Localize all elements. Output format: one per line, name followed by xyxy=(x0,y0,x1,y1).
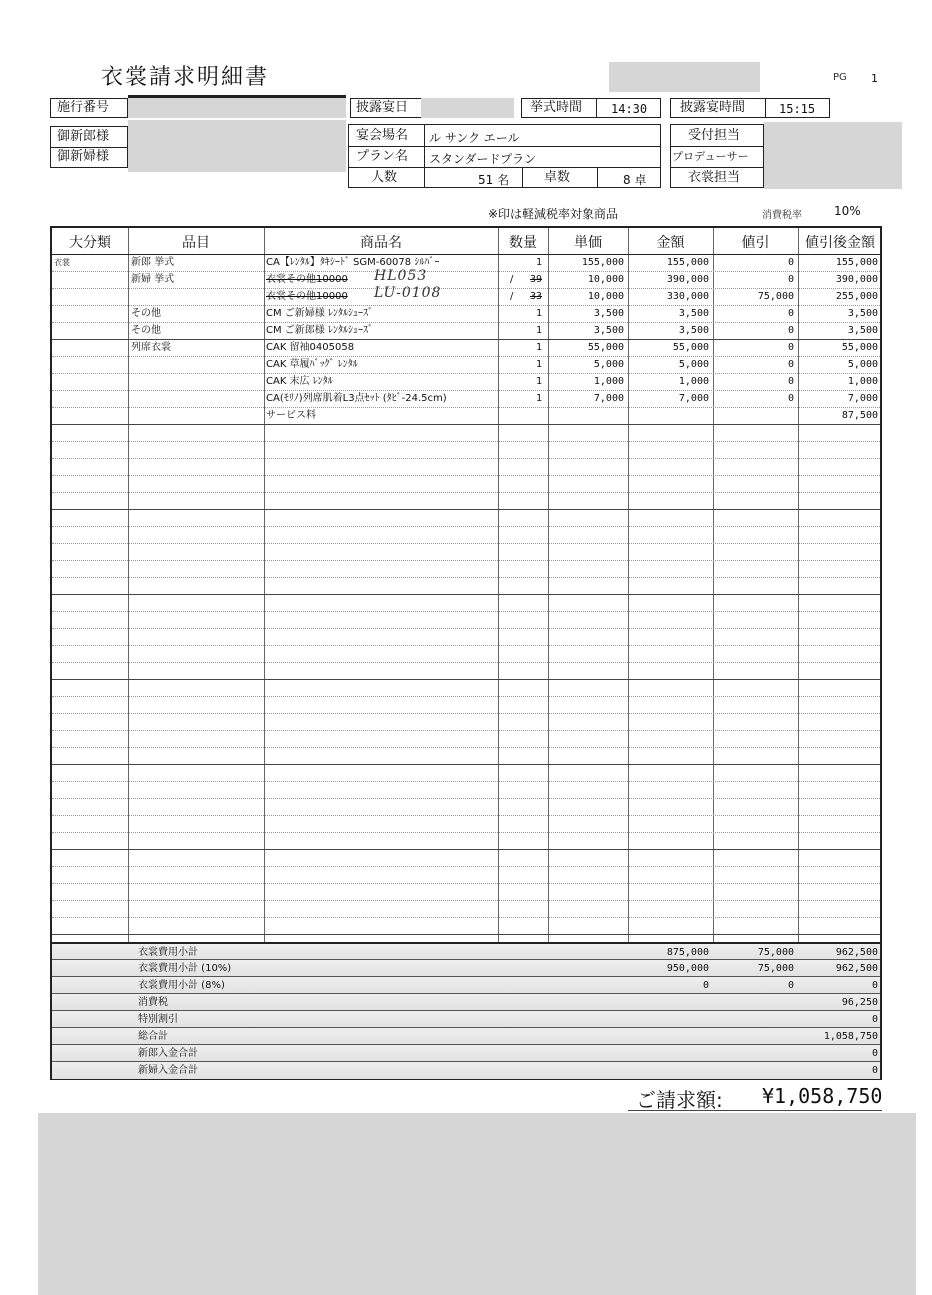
row-amount: 330,000 xyxy=(666,291,709,302)
row-divider xyxy=(52,628,880,629)
row-divider xyxy=(52,458,880,459)
reception-staff-label: 受付担当 xyxy=(688,128,741,143)
row-quantity: 39 xyxy=(529,274,542,285)
column-header: 数量 xyxy=(509,235,537,251)
row-item: 新婦 挙式 xyxy=(131,274,175,285)
row-divider xyxy=(52,305,880,306)
row-divider xyxy=(52,492,880,493)
row-divider xyxy=(52,611,880,612)
row-divider xyxy=(52,883,880,884)
summary-net: 1,058,750 xyxy=(823,1031,878,1042)
row-discount: 0 xyxy=(787,376,794,387)
row-discount: 0 xyxy=(787,393,794,404)
column-header: 値引 xyxy=(741,235,770,251)
row-net-amount: 155,000 xyxy=(835,257,878,268)
row-discount: 0 xyxy=(787,308,794,319)
column-header: 大分類 xyxy=(69,235,111,251)
row-divider xyxy=(52,645,880,646)
row-product-name: サービス料 xyxy=(266,410,316,421)
bride-label: 御新婦様 xyxy=(57,149,110,164)
row-discount: 0 xyxy=(787,257,794,268)
row-divider xyxy=(52,526,880,527)
column-divider xyxy=(128,228,129,942)
row-divider xyxy=(52,696,880,697)
total-underline xyxy=(628,1110,882,1111)
summary-label: 衣裳費用小計 (8%) xyxy=(138,980,225,991)
row-divider xyxy=(52,390,880,391)
row-item: その他 xyxy=(131,308,161,319)
row-divider xyxy=(52,917,880,918)
divider xyxy=(348,167,661,168)
divider xyxy=(348,146,661,147)
column-header: 単価 xyxy=(574,235,602,251)
summary-label: 衣裳費用小計 xyxy=(138,947,198,958)
hand-mark: / xyxy=(510,274,514,285)
reception-time-label: 披露宴時間 xyxy=(680,100,746,115)
costume-staff-label: 衣裳担当 xyxy=(688,170,741,185)
row-amount: 7,000 xyxy=(678,393,709,404)
divider xyxy=(765,98,766,118)
row-product-name: CAK 草履ﾊﾞｯｸﾞ ﾚﾝﾀﾙ xyxy=(266,359,358,370)
tax-rate-label: 消費税率 xyxy=(762,210,802,221)
row-product-name: CAK 留袖0405058 xyxy=(266,342,355,353)
row-quantity: 1 xyxy=(535,376,542,387)
row-divider xyxy=(52,475,880,476)
column-header: 金額 xyxy=(656,235,685,251)
row-quantity: 1 xyxy=(535,257,542,268)
summary-row xyxy=(52,993,880,1011)
summary-label: 総合計 xyxy=(138,1031,168,1042)
row-product-name: CA(ﾓﾘﾉ)列席肌着L3点ｾｯﾄ (ﾀﾋﾞ-24.5cm) xyxy=(266,393,447,404)
row-net-amount: 7,000 xyxy=(847,393,878,404)
row-quantity: 1 xyxy=(535,342,542,353)
row-net-amount: 55,000 xyxy=(841,342,878,353)
row-net-amount: 3,500 xyxy=(847,325,878,336)
summary-row xyxy=(52,1044,880,1062)
row-quantity: 1 xyxy=(535,393,542,404)
summary-label: 衣裳費用小計 (10%) xyxy=(138,963,232,974)
row-unit-price: 3,500 xyxy=(593,308,624,319)
row-quantity: 1 xyxy=(535,325,542,336)
row-divider xyxy=(52,271,880,272)
plan-label: プラン名 xyxy=(356,149,409,164)
summary-net: 0 xyxy=(871,1048,878,1059)
row-discount: 0 xyxy=(787,359,794,370)
row-category: 衣裳 xyxy=(54,258,70,267)
tables-label: 卓数 xyxy=(544,170,571,185)
row-quantity: 33 xyxy=(529,291,542,302)
summary-label: 新婦入金合計 xyxy=(138,1065,198,1076)
summary-amount: 875,000 xyxy=(666,947,709,958)
row-divider xyxy=(52,815,880,816)
summary-row xyxy=(52,976,880,994)
redacted-block xyxy=(609,62,760,92)
column-divider xyxy=(264,228,265,942)
row-discount: 0 xyxy=(787,325,794,336)
summary-row xyxy=(52,1010,880,1028)
row-divider xyxy=(52,407,880,408)
summary-label: 消費税 xyxy=(138,997,168,1008)
divider xyxy=(597,167,598,188)
producer-label: プロデューサー xyxy=(672,150,749,163)
row-divider xyxy=(52,424,880,425)
summary-discount: 75,000 xyxy=(757,963,794,974)
invoice-table xyxy=(50,226,882,1080)
row-item: その他 xyxy=(131,325,161,336)
row-divider xyxy=(52,849,880,850)
summary-label: 特別割引 xyxy=(138,1014,178,1025)
header-divider xyxy=(52,254,880,255)
summary-net: 0 xyxy=(871,1065,878,1076)
row-divider xyxy=(52,322,880,323)
handwritten-code: HL053 xyxy=(374,268,428,284)
summary-row xyxy=(52,959,880,977)
venue-label: 宴会場名 xyxy=(356,128,409,143)
row-amount: 1,000 xyxy=(678,376,709,387)
page-number: 1 xyxy=(871,72,878,85)
row-divider xyxy=(52,356,880,357)
row-divider xyxy=(52,560,880,561)
row-product-name: CA【ﾚﾝﾀﾙ】ﾀｷｼｰﾄﾞ SGM-60078 ｼﾙﾊﾞｰ xyxy=(266,257,440,268)
row-product-name: CAK 末広 ﾚﾝﾀﾙ xyxy=(266,376,333,387)
guests-value: 51 名 xyxy=(478,173,510,187)
row-divider xyxy=(52,900,880,901)
reduced-tax-note: ※印は軽減税率対象商品 xyxy=(488,207,619,221)
hand-mark: / xyxy=(510,291,514,302)
row-divider xyxy=(52,730,880,731)
row-discount: 0 xyxy=(787,274,794,285)
row-divider xyxy=(52,832,880,833)
row-net-amount: 3,500 xyxy=(847,308,878,319)
row-divider xyxy=(52,662,880,663)
summary-net: 96,250 xyxy=(841,997,878,1008)
divider xyxy=(670,167,764,168)
reception-date-label: 披露宴日 xyxy=(356,100,409,115)
row-amount: 155,000 xyxy=(666,257,709,268)
row-net-amount: 1,000 xyxy=(847,376,878,387)
plan-value: スタンダードプラン xyxy=(429,152,537,166)
row-item: 新郎 挙式 xyxy=(131,257,175,268)
row-net-amount: 390,000 xyxy=(835,274,878,285)
row-divider xyxy=(52,866,880,867)
row-unit-price: 55,000 xyxy=(587,342,624,353)
handwritten-code: LU-0108 xyxy=(374,285,442,301)
summary-net: 962,500 xyxy=(835,963,878,974)
tax-rate-value: 10% xyxy=(834,204,861,218)
row-unit-price: 155,000 xyxy=(581,257,624,268)
summary-net: 0 xyxy=(871,980,878,991)
row-unit-price: 7,000 xyxy=(593,393,624,404)
redacted-block xyxy=(128,98,346,118)
groom-label: 御新郎様 xyxy=(57,129,110,144)
row-divider xyxy=(52,543,880,544)
row-divider xyxy=(52,764,880,765)
column-header: 値引後金額 xyxy=(805,235,875,251)
guests-label: 人数 xyxy=(371,170,398,185)
row-divider xyxy=(52,594,880,595)
redacted-block xyxy=(764,122,902,189)
ceremony-time-label: 挙式時間 xyxy=(530,100,583,115)
row-divider xyxy=(52,798,880,799)
row-net-amount: 87,500 xyxy=(841,410,878,421)
row-divider xyxy=(52,577,880,578)
row-amount: 55,000 xyxy=(672,342,709,353)
summary-net: 0 xyxy=(871,1014,878,1025)
divider xyxy=(522,167,523,188)
row-divider xyxy=(52,679,880,680)
row-divider xyxy=(52,781,880,782)
row-amount: 390,000 xyxy=(666,274,709,285)
row-product-name: 衣裳その他10000 xyxy=(266,274,348,285)
summary-amount: 950,000 xyxy=(666,963,709,974)
row-quantity: 1 xyxy=(535,308,542,319)
column-header: 品目 xyxy=(182,235,210,251)
divider xyxy=(596,98,597,118)
row-divider xyxy=(52,373,880,374)
divider xyxy=(670,146,764,147)
row-amount: 3,500 xyxy=(678,308,709,319)
row-discount: 75,000 xyxy=(757,291,794,302)
row-quantity: 1 xyxy=(535,359,542,370)
row-product-name: CM ご新婦様 ﾚﾝﾀﾙｼｭｰｽﾞ xyxy=(266,308,373,319)
redacted-block xyxy=(421,98,514,118)
execution-no-label: 施行番号 xyxy=(57,100,110,115)
summary-row xyxy=(52,1061,880,1079)
tables-value: 8 卓 xyxy=(623,173,647,187)
row-discount: 0 xyxy=(787,342,794,353)
row-unit-price: 5,000 xyxy=(593,359,624,370)
row-item: 列席衣裳 xyxy=(131,342,171,353)
row-divider xyxy=(52,339,880,340)
row-divider xyxy=(52,747,880,748)
summary-label: 新郎入金合計 xyxy=(138,1048,198,1059)
row-unit-price: 1,000 xyxy=(593,376,624,387)
row-unit-price: 10,000 xyxy=(587,274,624,285)
divider xyxy=(424,124,425,188)
redacted-block xyxy=(38,1113,916,1295)
row-divider xyxy=(52,713,880,714)
reception-time-value: 15:15 xyxy=(779,102,816,116)
row-amount: 5,000 xyxy=(678,359,709,370)
document-title: 衣裳請求明細書 xyxy=(101,65,270,90)
column-header: 商品名 xyxy=(360,235,402,251)
summary-net: 962,500 xyxy=(835,947,878,958)
row-divider xyxy=(52,441,880,442)
row-unit-price: 3,500 xyxy=(593,325,624,336)
ceremony-time-value: 14:30 xyxy=(611,102,648,116)
row-divider xyxy=(52,288,880,289)
row-product-name: 衣裳その他10000 xyxy=(266,291,348,302)
row-net-amount: 255,000 xyxy=(835,291,878,302)
row-net-amount: 5,000 xyxy=(847,359,878,370)
summary-discount: 75,000 xyxy=(757,947,794,958)
summary-discount: 0 xyxy=(787,980,794,991)
row-divider xyxy=(52,509,880,510)
venue-value: ル サンク エール xyxy=(429,131,520,145)
row-divider xyxy=(52,934,880,935)
summary-amount: 0 xyxy=(702,980,709,991)
total-value: ¥1,058,750 xyxy=(762,1084,883,1108)
total-label: ご請求額: xyxy=(636,1088,723,1112)
redacted-block xyxy=(128,120,346,172)
row-product-name: CM ご新郎様 ﾚﾝﾀﾙｼｭｰｽﾞ xyxy=(266,325,373,336)
page-label: PG xyxy=(833,72,847,83)
row-unit-price: 10,000 xyxy=(587,291,624,302)
row-amount: 3,500 xyxy=(678,325,709,336)
divider xyxy=(50,147,128,148)
summary-row xyxy=(52,1027,880,1045)
